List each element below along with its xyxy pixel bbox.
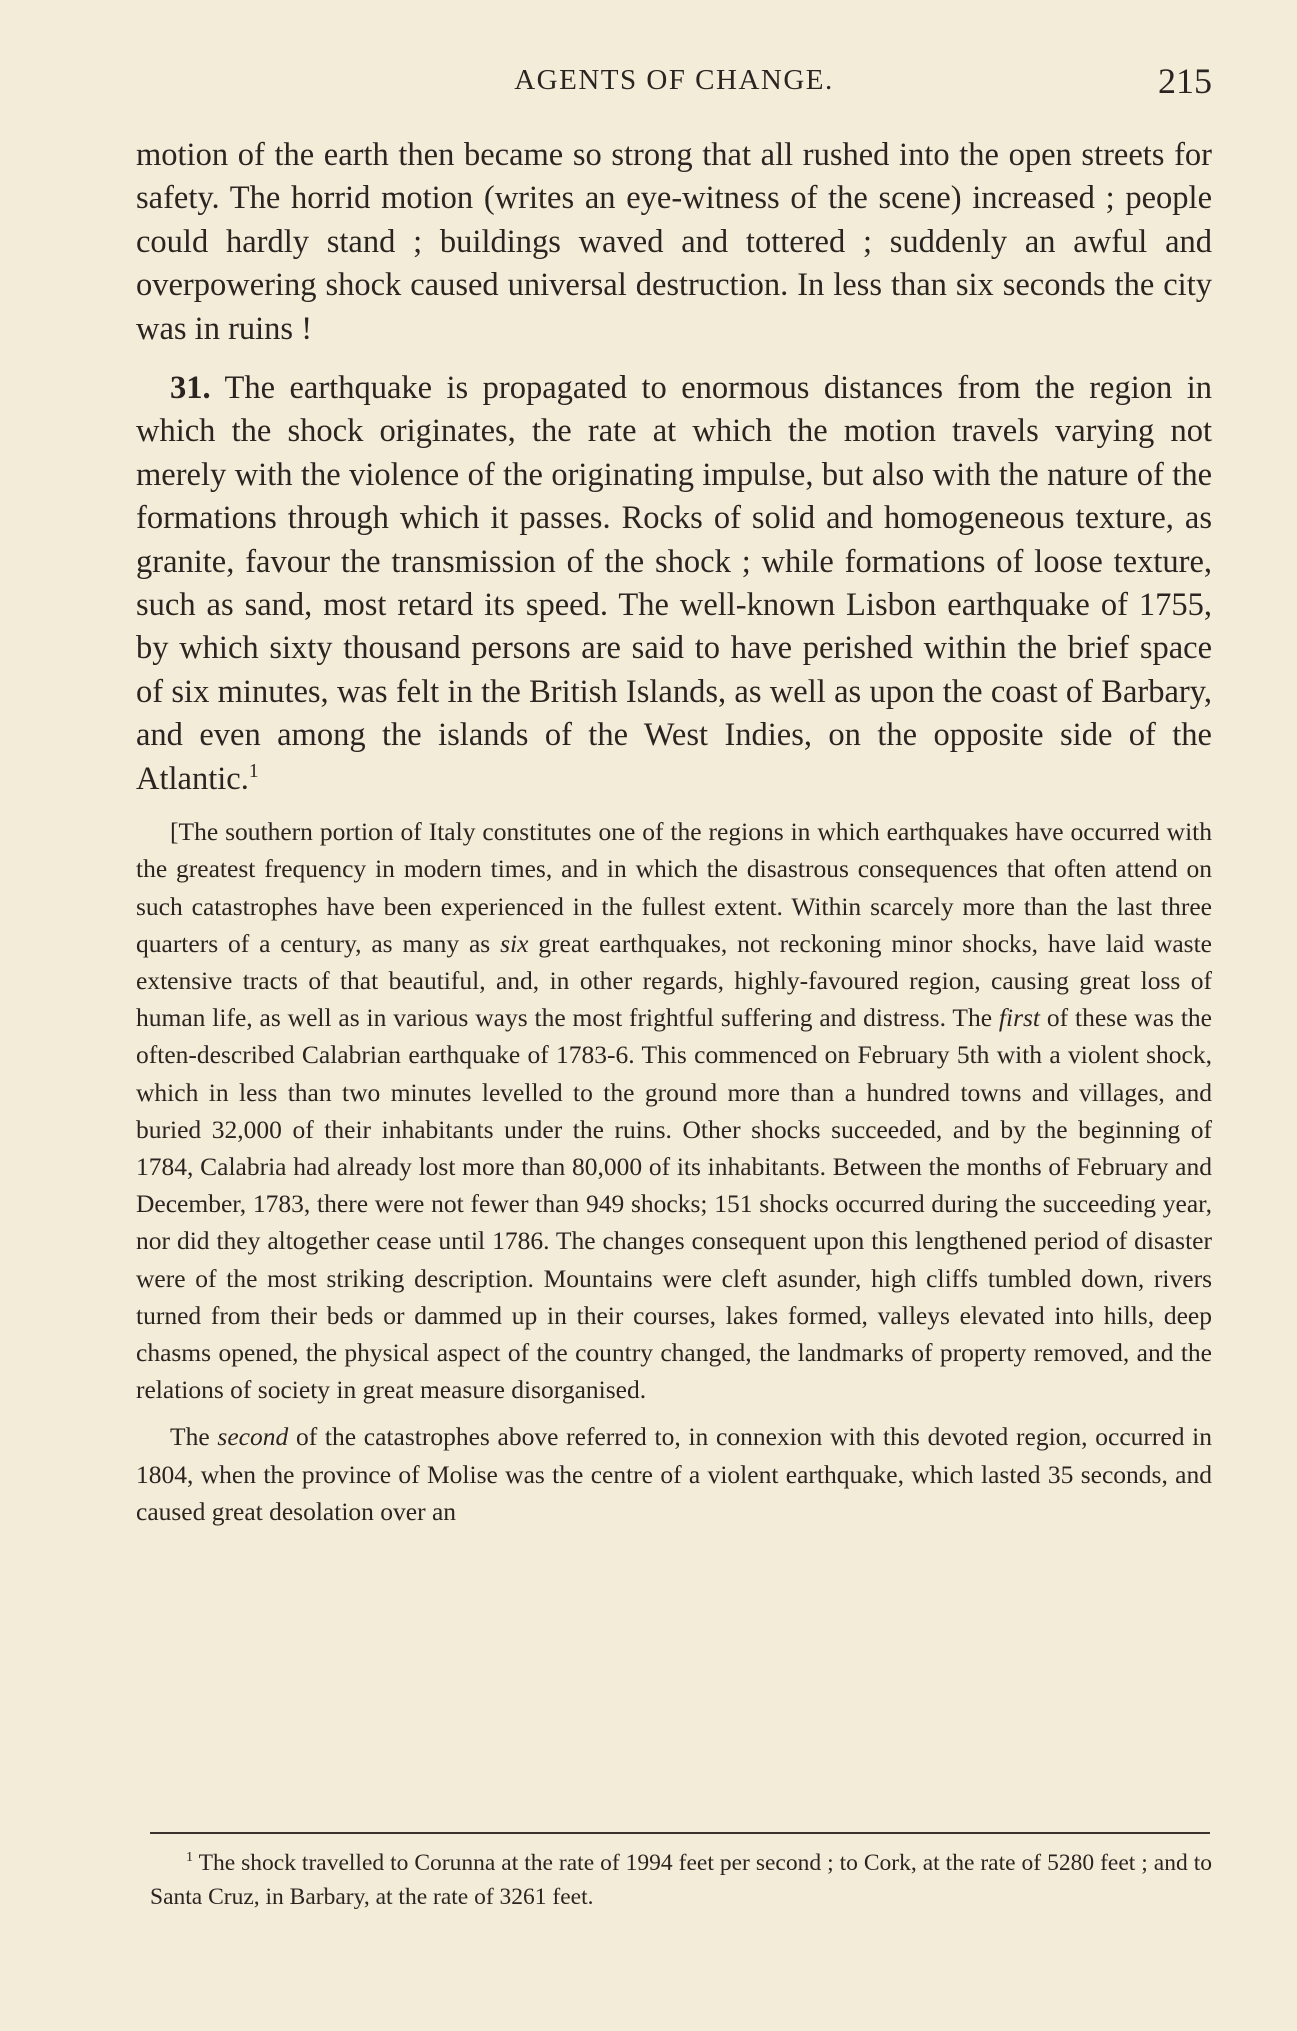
page-header	[136, 61, 1212, 114]
footnote-text: The shock travelled to Corunna at the rate of 1994 feet per second ; to Cork, at the rate of 5280 feet ; and to Santa Cruz, in Barbary, at the rate of 3261 feet.	[150, 1850, 1212, 1910]
paragraph-italy	[136, 813, 1212, 1408]
paragraph-31-text: The earthquake is propagated to enormous distances from the region in which the shock originates, the rate at which the motion travels varying not merely with the violence of the originating impulse, but also with the nature of the formations through which it passes. Rocks of solid and homogeneous texture, as granite, favour the transmission of the shock ; while formations of loose texture, such as sand, most retard its speed. The well-known Lisbon earthquake of 1755, by which sixty thousand persons are said to have perished within the brief space of six minutes, was felt in the British Islands, as well as upon the coast of Barbary, and even among the islands of the West Indies, on the opposite side of the Atlantic.	[136, 370, 1212, 797]
paragraph-italy-text-b: great earthquakes, not reckoning minor shocks, have laid waste extensive tracts of that beautiful, and, in other regards, highly-favoured region, causing great loss of human life, as well as in various ways the most frightful suffering and distress. The	[136, 928, 1213, 1033]
paragraph-31	[136, 367, 1212, 801]
page-number: 215	[1158, 61, 1212, 101]
page-body	[136, 134, 1212, 1530]
footnote-reference: 1	[248, 760, 259, 782]
paragraph-second-text-a: The	[170, 1422, 210, 1452]
footnote-rule	[150, 1832, 1210, 1834]
emphasis-first: first	[998, 1003, 1041, 1033]
emphasis-six: six	[500, 928, 529, 958]
running-head: AGENTS OF CHANGE.	[514, 64, 834, 96]
paragraph-italy-text-c: of these was the often-described Calabrian earthquake of 1783-6. This commenced on February 5th with a violent shock, which in less than two minutes levelled to the ground more than a hundred towns and villages, and buried 32,000 of their inhabitants under the ruins. Other shocks succeeded, and by the beginning of 1784, Calabria had already lost more than 80,000 of its inhabitants. Between the months of February and December, 1783, there were not fewer than 949 shocks; 151 shocks occurred during the succeeding year, nor did they altogether cease until 1786. The changes consequent upon this lengthened period of disaster were of the most striking description. Mountains were cleft asunder, high cliffs tumbled down, rivers turned from their beds or dammed up in their courses, lakes formed, valleys elevated into hills, deep chasms opened, the physical aspect of the country changed, the landmarks of property removed, and the relations of society in great measure disorganised.	[136, 1003, 1213, 1405]
footnote-marker: 1	[186, 1849, 194, 1866]
footnote	[150, 1846, 1212, 1914]
paragraph-second-catastrophe	[136, 1418, 1212, 1530]
paragraph-second-text-b: of the catastrophes above referred to, in connexion with this devoted region, occurred in 1804, when the province of Molise was the centre of a violent earthquake, which lasted 35 seconds, and caused great desolation over an	[136, 1422, 1213, 1526]
paragraph-continuation: motion of the earth then became so strong that all rushed into the open streets for safety. The horrid motion (writes an eye-witness of the scene) increased ; people could hardly stand ; buildings waved and tottered ; suddenly an awful and overpowering shock caused universal destruction. In less than six seconds the city was in ruins !	[136, 137, 1212, 347]
paragraph-italy-text-a: [The southern portion of Italy constitutes one of the regions in which earthquakes have occurred with the greatest frequency in modern times, and in which the disastrous consequences that often attend on such catastrophes have been experienced in the fullest extent. Within scarcely more than the last three quarters of a century, as many as	[136, 817, 1212, 958]
emphasis-second: second	[217, 1422, 289, 1452]
section-number: 31.	[170, 370, 211, 407]
